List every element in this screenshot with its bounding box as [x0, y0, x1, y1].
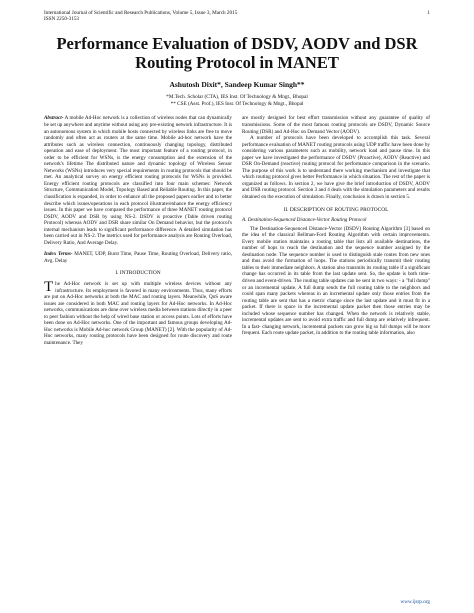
section-1-text	[44, 278, 232, 346]
section-1-heading: I. INTRODUCTION	[115, 270, 161, 277]
index-terms	[44, 251, 232, 264]
index-terms-text: MANET, UDP, Burst Time, Pause Time, Routing Overload, Delivery ratio, Avg. Delay	[44, 251, 232, 264]
index-terms-label: Index Terms-	[44, 251, 73, 258]
paper-title: Performance Evaluation of DSDV, AODV and DSR Routing Protocol in MANET	[56, 34, 418, 73]
left-column	[44, 115, 232, 346]
right-column	[242, 115, 430, 346]
journal-name: International Journal of Scientific and Research Publications, Volume 5, Issue 3, March 2015	[44, 10, 238, 16]
dropcap: T	[44, 278, 54, 295]
affiliations	[44, 94, 430, 107]
paper-authors: Ashutosh Dixit*, Sandeep Kumar Singh**	[169, 80, 305, 90]
abstract	[44, 115, 232, 246]
issn: ISSN 2250-3153	[44, 16, 80, 23]
subsection-a-heading: A. Destination-Sequenced Distance-Vector Routing Protocol	[242, 217, 367, 224]
abstract-label: Abstract-	[44, 115, 64, 122]
affiliation-2: ** CSE (Asst. Prof.), IES Inst. Of Technology & Mngt., Bhopal	[170, 100, 304, 107]
section-2-heading: II. DESCRIPTION OF ROUTING PROTOCOL	[283, 206, 389, 213]
footer-url: www.ijsrp.org	[400, 599, 430, 605]
two-column-body	[44, 115, 430, 346]
journal-header	[44, 10, 430, 22]
abstract-text: A mobile Ad-Hoc network is a collection of wireless nodes that can dynamically be set up anywhere and anytime without using any pre-existing network infrastructure. It is an autonomous system in which mobile hosts connected by wireless links are free to move randomly and often act as routers at the same time. Mobile ad-hoc network have the attributes such as wireless connection, continuously changing topology, distributed operation and ease of deployment. The most important feature of a routing protocol, in order to be efficient for WSNs, is the energy consumption and the extension of the network's lifetime The distributed nature and dynamic topology of Wireless Sensor Networks (WSNs) introduces very special requirements in routing protocols that should be met. An analytical survey on energy efficient routing protocols for WSNs is provided. Energy efficient routing protocols are classified into four main schemes: Network Structure, Communication Model, Topology Based and Reliable Routing. In this paper, the classification is expanded, in order to enhance all the proposed papers earlier and to better describe which issues/operations in each protocol illustrate/enhance the energy efficiency issues. In this paper we have compared the performance of three MANET routing protocol DSDV, AODV and DSR by using NS-2. DSDV is proactive (Table driven routing Protocol) whereas AODV and DSR share similar On Demand behavior, but the protocol's internal mechanism leads to significant performance difference. A detailed simulation has been carried out in NS-2. The metrics used for performance analysis are Routing Overload, Delivery Ratio, And Average Delay.	[44, 115, 232, 246]
right-paragraph-3: The Destination-Sequenced Distance-Vector (DSDV) Routing Algorithm [3] based on the idea of the classical Bellman-Ford Routing Algorithm with certain improvements. Every mobile station maintains a routing table that lists all available destinations, the number of hops to reach the destination and the sequence number assigned by the destination node. The sequence number is used to distinguish stale routes from new ones and thus avoid the formation of loops. The stations periodically transmit their routing tables to their immediate neighbors. A station also transmits its routing table if a significant change has occurred in its table from the last update sent. So, the update is both time-driven and event-driven. The routing table updates can be sent in two ways: - a "full dump" or an incremental update. A full dump sends the full routing table to the neighbors and could span many packets whereas in an incremental update only those entries from the routing table are sent that has a metric change since the last update and it must fit in a packet. If there is space in the incremental update packet then those entries may be included whose sequence number has changed. When the network is relatively stable, incremental updates are sent to avoid extra traffic and full dump are relatively infrequent. In a fast- changing network, incremental packets can grow big so full dumps will be more frequent. Each route update packet, in addition to the routing table information, also	[242, 225, 430, 337]
right-paragraph-2: A number of protocols have been developed to accomplish this task. Several performance evaluation of MANET routing protocols using UDP traffic have been done by considering various parameters such as mobility, network load and pause time. In this paper we have investigated the performance of DSDV (Proactive), AODV (Reactive) and DSR On-Demand (reactive) routing protocol for performance comparison in the scenario. The purpose of this work is to understand there working mechanism and investigate that which routing protocol gives better Performance in which situation. The rest of the paper is organized as follows. In section 2, we have give the brief introduction of DSDV, AODV and DSR routing protocol. Section 3 and 4 deals with the simulation parameters and results obtained on the execution of simulation. Finally, conclusion is drawn in section 5.	[242, 135, 430, 200]
intro-text: he Ad-Hoc network is set up with multiple wireless devices without any infrastructure. Its employment is favored in many environments. Thus, many efforts are put on Ad-Hoc networks at both the MAC and routing layers. Meanwhile, QoS aware issues are considered in both MAC and routing layers for Ad-Hoc networks. In Ad-Hoc networks, communications are done over wireless media between stations directly in a peer to peer fashion without the help of wired base station or access points. Lots of efforts have been done on Ad-Hoc networks. One of the important and famous groups developing Ad-Hoc networks is Mobile Ad-hoc network Group (MANET) [2]. With the popularity of Ad-Hoc networks, many routing protocols have been designed for route discovery and route maintenance. They	[44, 280, 232, 346]
right-paragraph-1: are mostly designed for best effort transmission without any guarantee of quality of transmissions. Some of the most famous routing protocols are DSDV, Dynamic Source Routing (DSR) and Ad-Hoc on Demand Vector (AODV).	[242, 115, 430, 135]
affiliation-1: *M.Tech. Scholar (CTA), IES Inst. Of Technology & Mngt., Bhopal	[166, 94, 308, 101]
page-number: 1	[427, 10, 430, 16]
